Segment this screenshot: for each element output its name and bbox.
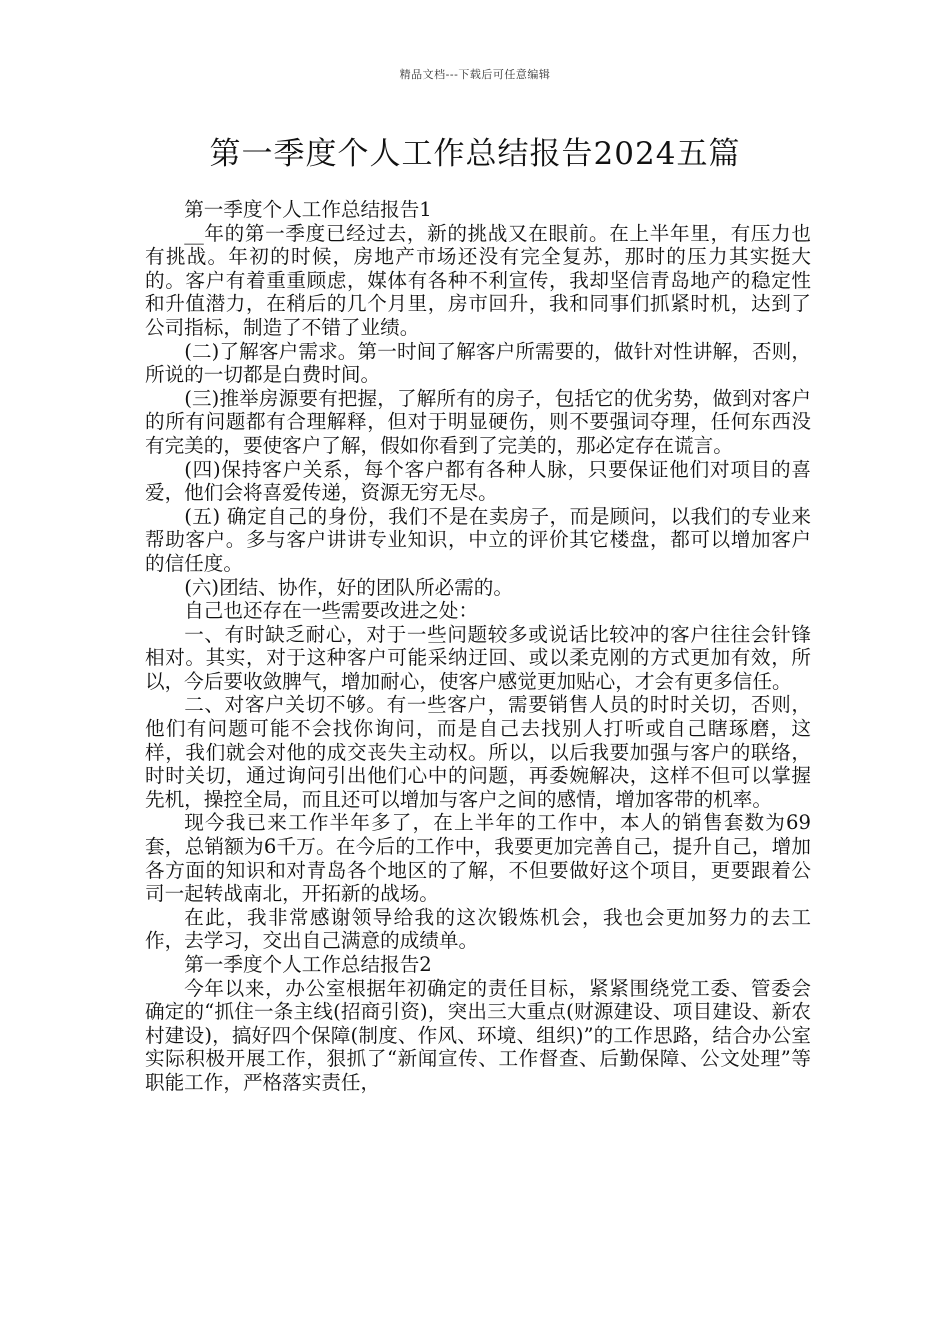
paragraph: (三)推举房源要有把握，了解所有的房子，包括它的优劣势，做到对客户的所有问题都有合理解释，但对于明显硬伤，则不要强词夺理，任何东西没有完美的，要使客户了解，假如你看到了完美的，那必定存在谎言。 bbox=[145, 386, 811, 457]
paragraph: 自己也还存在一些需要改进之处： bbox=[184, 599, 479, 623]
document-body bbox=[145, 198, 811, 1095]
paragraph: 现今我已来工作半年多了，在上半年的工作中，本人的销售套数为69套，总销额为6千万。在今后的工作中，我要更加完善自己，提升自己，增加各方面的知识和对青岛各个地区的了解，不但要做好这个项目，更要跟着公司一起转战南北，开拓新的战场。 bbox=[145, 811, 811, 906]
paragraph: __年的第一季度已经过去，新的挑战又在眼前。在上半年里，有压力也有挑战。年初的时候，房地产市场还没有完全复苏，那时的压力其实挺大的。客户有着重重顾虑，媒体有各种不利宣传，我却坚信青岛地产的稳定性和升值潜力，在稍后的几个月里，房市回升，我和同事们抓紧时机，达到了公司指标，制造了不错了业绩。 bbox=[145, 221, 811, 339]
section-heading-1: 第一季度个人工作总结报告1 bbox=[184, 198, 432, 221]
document-title: 第一季度个人工作总结报告2024五篇 bbox=[209, 136, 741, 172]
paragraph: 在此，我非常感谢领导给我的这次锻炼机会，我也会更加努力的去工作，去学习，交出自己满意的成绩单。 bbox=[145, 905, 811, 953]
paragraph: (六)团结、协作，好的团队所必需的。 bbox=[184, 575, 513, 599]
paragraph: (五) 确定自己的身份，我们不是在卖房子，而是顾问，以我们的专业来帮助客户。多与客户讲讲专业知识，中立的评价其它楼盘，都可以增加客户的信任度。 bbox=[145, 504, 811, 575]
paragraph: 今年以来，办公室根据年初确定的责任目标，紧紧围绕党工委、管委会确定的“抓住一条主线(招商引资)，突出三大重点(财源建设、项目建设、新农村建设)，搞好四个保障(制度、作风、环境、组织)”的工作思路，结合办公室实际积极开展工作，狠抓了“新闻宣传、工作督查、后勤保障、公文处理”等职能工作，严格落实责任， bbox=[145, 976, 811, 1094]
paragraph: (二)了解客户需求。第一时间了解客户所需要的，做针对性讲解，否则，所说的一切都是白费时间。 bbox=[145, 339, 811, 387]
paragraph: (四)保持客户关系，每个客户都有各种人脉，只要保证他们对项目的喜爱，他们会将喜爱传递，资源无穷无尽。 bbox=[145, 457, 811, 505]
paragraph: 一、有时缺乏耐心，对于一些问题较多或说话比较冲的客户往往会针锋相对。其实，对于这种客户可能采纳迂回、或以柔克刚的方式更加有效，所以，今后要收敛脾气，增加耐心，使客户感觉更加贴心，才会有更多信任。 bbox=[145, 622, 811, 693]
header-note: 精品文档---下载后可任意编辑 bbox=[399, 68, 551, 81]
section-heading-2: 第一季度个人工作总结报告2 bbox=[184, 953, 432, 976]
paragraph: 二、对客户关切不够。有一些客户，需要销售人员的时时关切，否则，他们有问题可能不会找你询问，而是自己去找别人打听或自己瞎琢磨，这样，我们就会对他的成交丧失主动权。所以，以后我要加强与客户的联络，时时关切，通过询问引出他们心中的问题，再委婉解决，这样不但可以掌握先机，操控全局，而且还可以增加与客户之间的感情，增加客带的机率。 bbox=[145, 693, 811, 811]
